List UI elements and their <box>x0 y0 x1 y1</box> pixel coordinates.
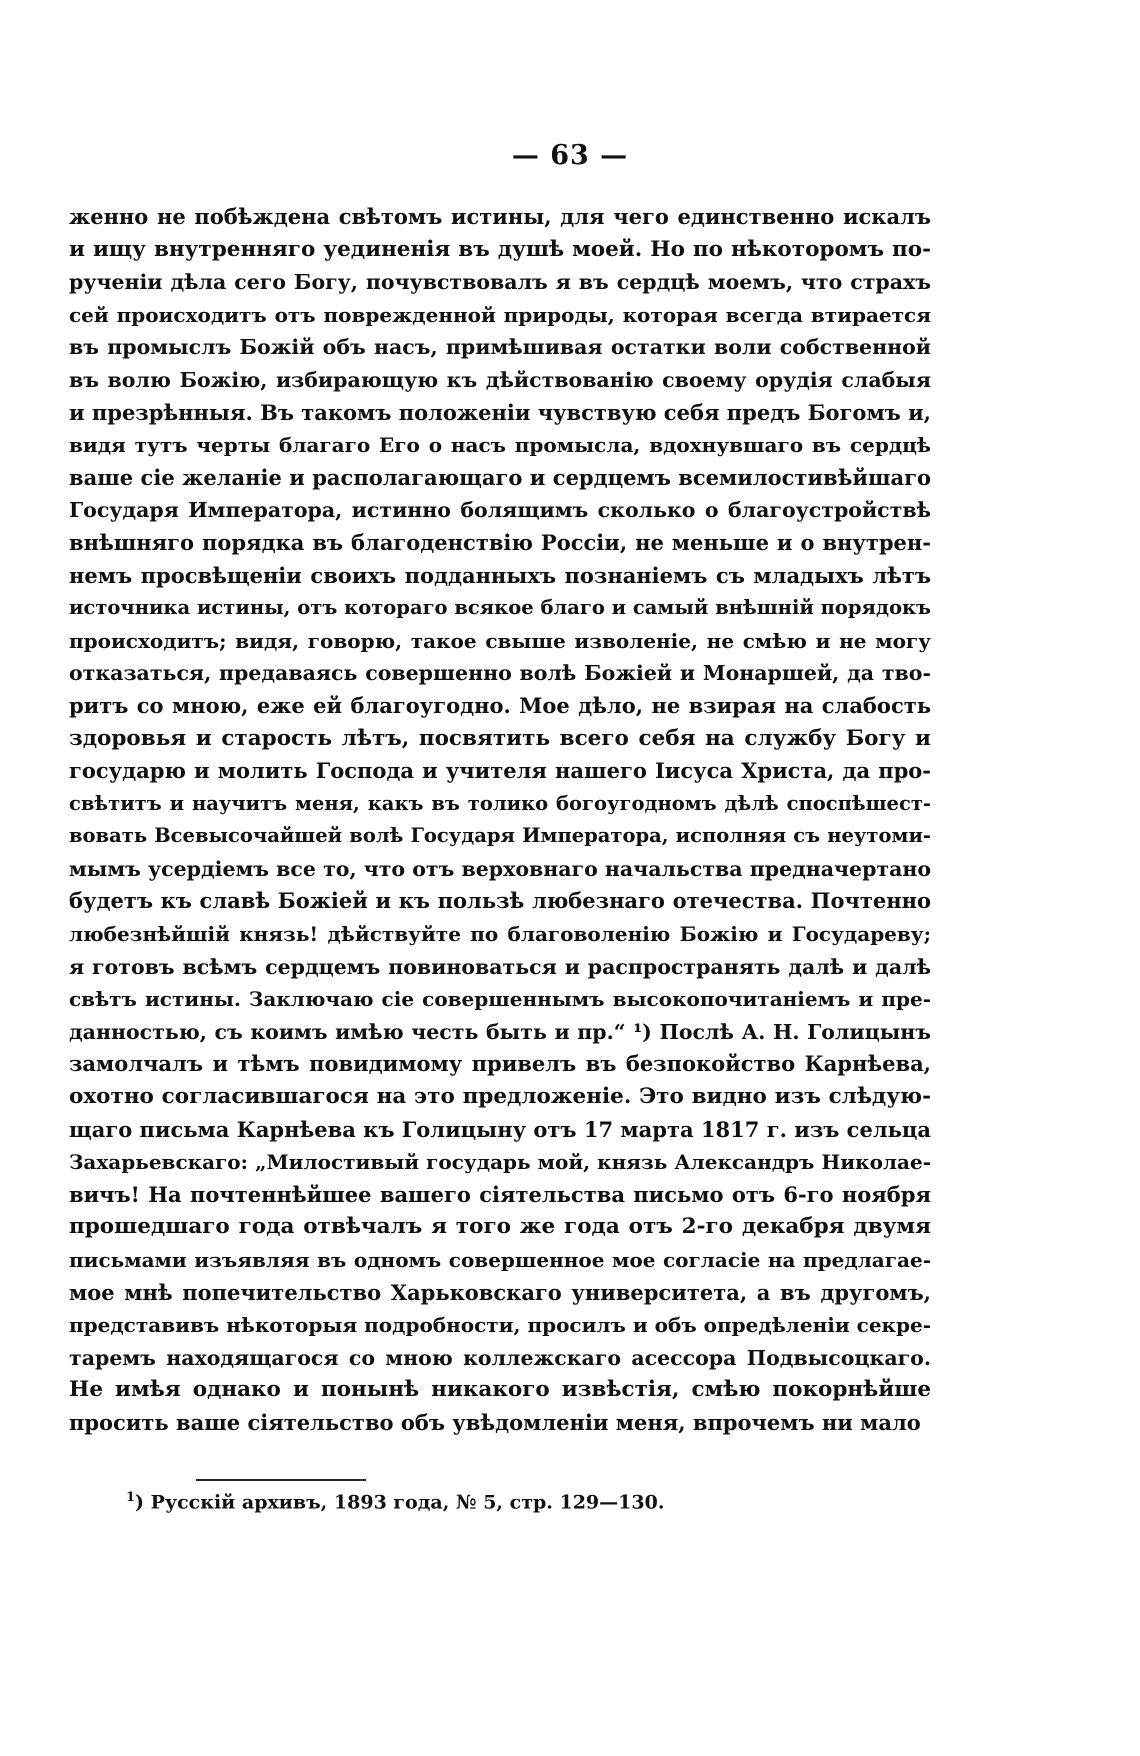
text-line: свѣтитъ и научитъ меня, какъ въ толико богоугодномъ дѣлѣ споспѣшест- <box>69 791 931 815</box>
text-line: просить ваше сіятельство объ увѣдомленіи меня, впрочемъ ни мало <box>69 1409 921 1435</box>
text-line: замолчалъ и тѣмъ повидимому привелъ въ безпокойство Карнѣева, <box>69 1051 931 1077</box>
text-line: отказаться, предаваясь совершенно волѣ Божіей и Монаршей, да тво- <box>69 661 931 686</box>
text-line: внѣшняго порядка въ благоденствію Россіи, не меньше и о внутрен- <box>69 529 931 555</box>
footnote-text: ) Русскій архивъ, 1893 года, № 5, стр. 129—130. <box>135 1491 665 1514</box>
text-line: и ищу внутренняго уединенія въ душѣ моей. Но по нѣкоторомъ по- <box>69 236 931 262</box>
text-line: я готовъ всѣмъ сердцемъ повиноваться и распространять далѣ и далѣ <box>69 954 931 979</box>
footnote-marker: 1 <box>126 1490 136 1505</box>
text-line: ритъ со мною, еже ей благоугодно. Мое дѣло, не взирая на слабость <box>69 692 931 718</box>
text-line: государю и молить Господа и учителя нашего Іисуса Христа, да про- <box>69 758 931 784</box>
body-text <box>69 201 931 1440</box>
text-line: будетъ къ славѣ Божіей и къ пользѣ любезнаго отечества. Почтенно <box>69 888 931 914</box>
footnote <box>126 1490 664 1513</box>
text-line: таремъ находящагося со мною коллежскаго асессора Подвысоцкаго. <box>69 1345 931 1370</box>
text-line: немъ просвѣщеніи своихъ подданныхъ познаніемъ съ младыхъ лѣтъ <box>69 562 931 588</box>
text-line: прошедшаго года отвѣчалъ я того же года отъ 2-го декабря двумя <box>69 1214 931 1240</box>
text-line: въ волю Божію, избирающую къ дѣйствованію своему орудія слабыя <box>69 367 931 392</box>
text-line: охотно согласившагося на это предложеніе. Это видно изъ слѣдую- <box>69 1084 931 1110</box>
text-line: рученіи дѣла сего Богу, почувствовалъ я въ сердцѣ моемъ, что страхъ <box>69 270 931 295</box>
text-line: мымъ усердіемъ все то, что отъ верховнаго начальства предначертано <box>69 856 931 881</box>
text-line: представивъ нѣкоторыя подробности, просилъ и объ опредѣленіи секре- <box>69 1313 931 1338</box>
text-line: и презрѣнныя. Въ такомъ положеніи чувствую себя предъ Богомъ и, <box>69 399 931 425</box>
text-line: вовать Всевысочайшей волѣ Государя Императора, исполняя съ неутоми- <box>69 824 931 848</box>
text-line: видя тутъ черты благаго Его о насъ промысла, вдохнувшаго въ сердцѣ <box>69 433 931 458</box>
text-line: Захарьевскаго: „Милостивый государь мой, князь Александръ Николае- <box>69 1150 931 1175</box>
text-line: женно не побѣждена свѣтомъ истины, для чего единственно искалъ <box>69 204 931 229</box>
text-line: Государя Императора, истинно болящимъ сколько о благоустройствѣ <box>69 498 931 523</box>
text-line: въ промыслъ Божій объ насъ, примѣшивая остатки воли собственной <box>69 335 931 360</box>
text-line: источника истины, отъ котораго всякое благо и самый внѣшній порядокъ <box>69 596 931 620</box>
text-line: письмами изъявляя въ одномъ совершенное мое согласіе на предлагае- <box>69 1248 931 1272</box>
text-line: Не имѣя однако и понынѣ никакого извѣстія, смѣю покорнѣйше <box>69 1377 931 1403</box>
text-line: сей происходитъ отъ поврежденной природы, которая всегда втирается <box>69 302 931 327</box>
text-line: щаго письма Карнѣева къ Голицыну отъ 17 марта 1817 г. изъ сельца <box>69 1116 931 1142</box>
footnote-divider <box>196 1479 366 1481</box>
text-line: вичъ! На почтеннѣйшее вашего сіятельства письмо отъ 6-го ноября <box>69 1181 931 1207</box>
text-line: здоровья и старость лѣтъ, посвятить всего себя на службу Богу и <box>69 725 931 751</box>
text-line: любезнѣйшій князь! дѣйствуйте по благоволенію Божію и Государеву; <box>69 922 931 947</box>
text-line: мое мнѣ попечительство Харьковскаго университета, а въ другомъ, <box>69 1279 931 1305</box>
text-line: данностью, съ коимъ имѣю честь быть и пр.“ ¹) Послѣ А. Н. Голицынъ <box>69 1019 931 1044</box>
text-line: происходитъ; видя, говорю, такое свыше изволеніе, не смѣю и не могу <box>69 628 931 653</box>
page-number: — 63 — <box>511 140 629 171</box>
text-line: свѣтъ истины. Заключаю сіе совершеннымъ высокопочитаніемъ и пре- <box>69 987 931 1012</box>
text-line: ваше сіе желаніе и располагающаго и сердцемъ всемилостивѣйшаго <box>69 464 931 490</box>
